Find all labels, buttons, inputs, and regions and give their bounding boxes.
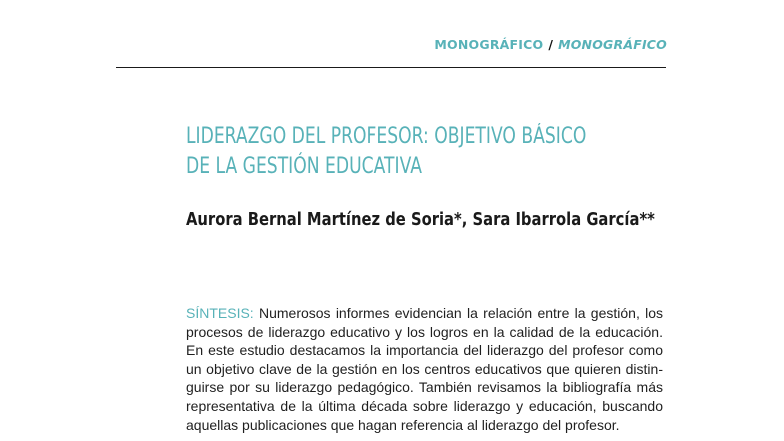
abstract-paragraph — [186, 304, 663, 434]
section-header — [434, 37, 667, 52]
abstract-label: SÍNTESIS: — [186, 305, 254, 321]
article-authors: Aurora Bernal Martínez de Soria*, Sara Ibarrola García** — [186, 209, 655, 230]
abstract-text: Numerosos informes evidencian la relación entre la gestión, los procesos de liderazgo educativo y los logros en la calidad de la educación. En este estudio destacamos la importancia del liderazgo del profesor como un objetivo clave de la gestión en los centros educativos que quieren distinguirse por su liderazgo pedagógico. También revisamos la bibliografía más representativa de la última década sobre liderazgo y educación, buscando aquellas publicaciones que hagan referencia al liderazgo del profesor. — [186, 305, 664, 433]
title-line-1: LIDERAZGO DEL PROFESOR: OBJETIVO BÁSICO — [186, 124, 587, 149]
title-line-2: DE LA GESTIÓN EDUCATIVA — [186, 154, 422, 179]
article-title — [186, 122, 654, 182]
section-label-italic: MONOGRÁFICO — [558, 37, 667, 52]
section-label: MONOGRÁFICO — [434, 37, 544, 52]
header-divider — [116, 67, 666, 68]
section-separator: / — [548, 37, 554, 52]
